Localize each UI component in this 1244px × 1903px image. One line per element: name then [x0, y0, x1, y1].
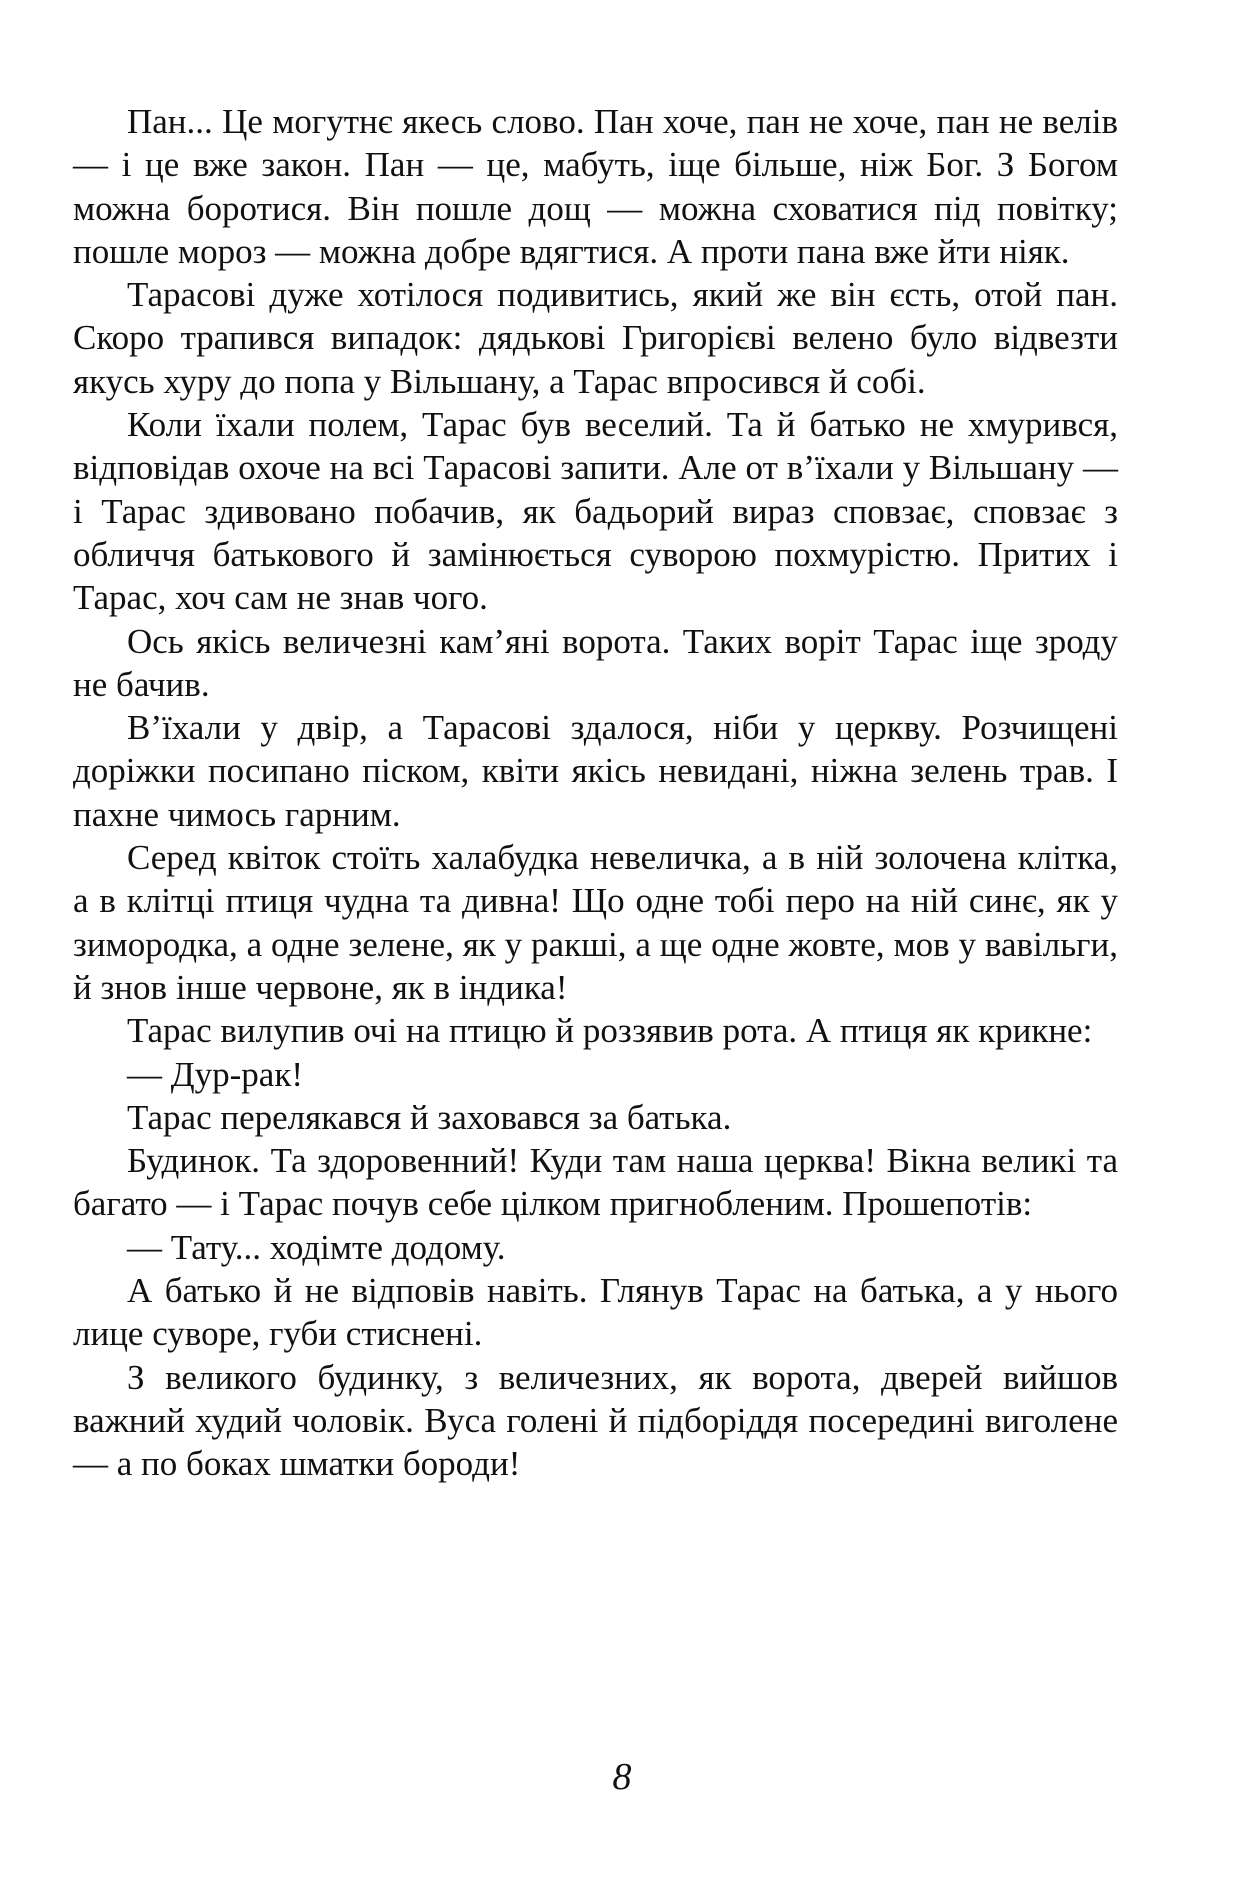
paragraph: Серед квіток стоїть халабудка невеличка, а в ній золочена клітка, а в клітці птиця чудна та дивна! Що одне тобі перо на ній синє, як у зимородка, а одне зелене, як у ракші, а ще одне жовте, мов у вавільги, й знов інше червоне, як в індика! — [73, 838, 1118, 1007]
paragraph: Тарас вилупив очі на птицю й роззявив рота. А птиця як крикне: — [127, 1011, 1093, 1051]
paragraph: Будинок. Та здоровенний! Куди там наша церква! Вікна великі та багато — і Тарас почув себе цілком пригнобленим. Прошепотів: — [73, 1141, 1118, 1224]
paragraph: Ось якісь величезні кам’яні ворота. Таких воріт Тарас іще зроду не бачив. — [73, 621, 1118, 704]
page-number: 8 — [612, 1756, 632, 1798]
page-text — [73, 100, 1118, 1486]
paragraph: Тарасові дуже хотілося подивитись, який же він єсть, отой пан. Скоро трапився випадок: дядькові Григорієві велено було відвезти якусь хуру до попа у Вільшану, а Тарас впросився й собі. — [73, 275, 1118, 401]
paragraph: Коли їхали полем, Тарас був веселий. Та й батько не хмурився, відповідав охоче на всі Тарасові запити. Але от в’їхали у Вільшану — і Тарас здивовано побачив, як бадьорий вираз сповзає, сповзає з обличчя батькового й замінюється суворою похмурістю. Притих і Тарас, хоч сам не знав чого. — [73, 405, 1118, 618]
paragraph: А батько й не відповів навіть. Глянув Тарас на батька, а у нього лице суворе, губи стиснені. — [73, 1271, 1118, 1354]
dialogue-line: — Тату... ходімте додому. — [127, 1227, 506, 1267]
paragraph: Тарас перелякався й заховався за батька. — [127, 1097, 732, 1137]
paragraph: В’їхали у двір, а Тарасові здалося, ніби у церкву. Розчищені доріжки посипано піском, квіти якісь невидані, ніжна зелень трав. І пахне чимось гарним. — [73, 708, 1118, 834]
paragraph: Пан... Це могутнє якесь слово. Пан хоче, пан не хоче, пан не велів — і це вже закон. Пан — це, мабуть, іще більше, ніж Бог. З Богом можна боротися. Він пошле дощ — можна сховатися під повітку; пошле мороз — можна добре вдягтися. А проти пана вже йти ніяк. — [73, 102, 1118, 271]
paragraph: З великого будинку, з величезних, як ворота, дверей вийшов важний худий чоловік. Вуса голені й підборіддя посередині виголене — а по боках шматки бороди! — [73, 1357, 1118, 1484]
dialogue-line: — Дур-рак! — [127, 1054, 303, 1094]
